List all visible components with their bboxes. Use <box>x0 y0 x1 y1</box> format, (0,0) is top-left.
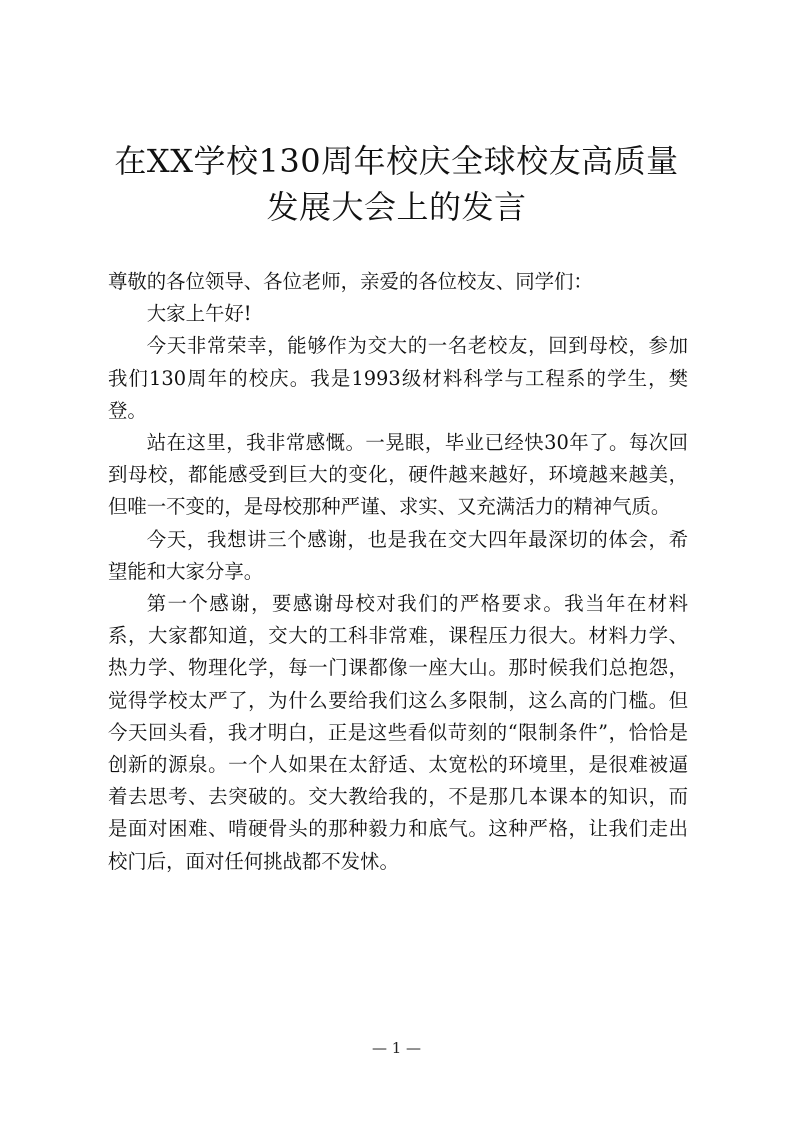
paragraph-introduction: 今天非常荣幸，能够作为交大的一名老校友，回到母校，参加我们130周年的校庆。我是1993级材料科学与工程系的学生，樊登。 <box>108 334 688 422</box>
title-line-2: 发展大会上的发言 <box>266 188 527 226</box>
document-body <box>108 266 688 878</box>
paragraph-greeting: 大家上午好! <box>146 302 252 326</box>
salutation: 尊敬的各位领导、各位老师，亲爱的各位校友、同学们： <box>108 270 593 293</box>
document-title <box>100 138 693 230</box>
paragraph-first-thanks: 第一个感谢，要感谢母校对我们的严格要求。我当年在材料系，大家都知道，交大的工科非常难，课程压力很大。材料力学、热力学、物理化学，每一门课都像一座大山。那时候我们总抱怨，觉得学校太严了，为什么要给我们这么多限制，这么高的门槛。但今天回头看，我才明白，正是这些看似苛刻的“限制条件”，恰恰是创新的源泉。一个人如果在太舒适、太宽松的环境里，是很难被逼着去思考、去突破的。交大教给我的，不是那几本课本的知识，而是面对困难、啃硬骨头的那种毅力和底气。这种严格，让我们走出校门后，面对任何挑战都不发怵。 <box>108 592 688 873</box>
page-number: — 1 — <box>371 1039 422 1057</box>
title-line-1: 在XX学校130周年校庆全球校友高质量 <box>114 142 679 180</box>
paragraph-reflection: 站在这里，我非常感慨。一晃眼，毕业已经快30年了。每次回到母校，都能感受到巨大的变化，硬件越来越好，环境越来越美，但唯一不变的，是母校那种严谨、求实、又充满活力的精神气质。 <box>108 431 688 519</box>
paragraph-three-thanks: 今天，我想讲三个感谢，也是我在交大四年最深切的体会，希望能和大家分享。 <box>108 527 688 583</box>
